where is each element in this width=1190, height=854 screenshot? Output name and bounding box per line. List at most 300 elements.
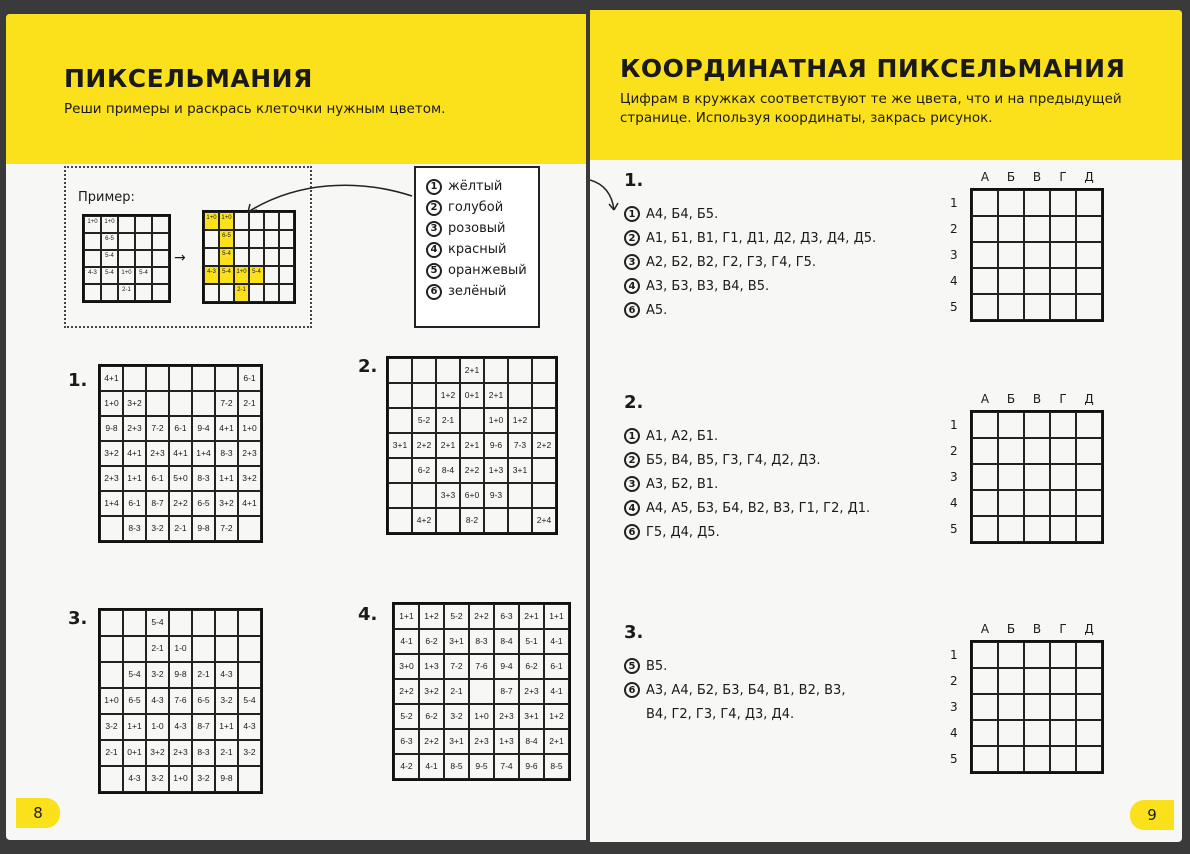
coord-list-text: А1, Б1, В1, Г1, Д1, Д2, Д3, Д4, Д5. — [646, 230, 877, 246]
grid-cell: 6-1 — [146, 466, 169, 491]
legend-item — [426, 260, 528, 281]
coord-item — [624, 654, 845, 678]
grid-cell — [192, 636, 215, 662]
row-labels — [950, 642, 958, 772]
grid-cell — [998, 668, 1024, 694]
grid-cell — [998, 268, 1024, 294]
grid-cell: 4-3 — [84, 267, 101, 284]
grid-cell — [238, 516, 261, 541]
grid-cell: 3+3 — [436, 483, 460, 508]
grid-cell: 8-4 — [436, 458, 460, 483]
coord-item — [624, 496, 870, 520]
grid-cell — [1076, 746, 1102, 772]
grid-cell — [972, 642, 998, 668]
grid-cell: 3-2 — [100, 714, 123, 740]
task-1-grid — [98, 364, 263, 543]
row-label: 3 — [950, 248, 958, 262]
grid-cell: 4-1 — [544, 679, 569, 704]
grid-cell — [1076, 668, 1102, 694]
grid-cell — [388, 358, 412, 383]
grid-cell — [135, 250, 152, 267]
coord-item — [624, 274, 876, 298]
grid-cell — [1076, 516, 1102, 542]
grid-cell — [238, 610, 261, 636]
grid-cell — [388, 383, 412, 408]
grid-cell: 2+2 — [460, 458, 484, 483]
grid-cell — [1076, 216, 1102, 242]
grid-cell — [972, 294, 998, 320]
grid-cell: 1+1 — [394, 604, 419, 629]
left-page — [6, 14, 586, 840]
grid-cell: 4+1 — [100, 366, 123, 391]
grid-cell — [169, 391, 192, 416]
coord-item — [624, 250, 876, 274]
grid-cell — [123, 366, 146, 391]
grid-cell — [215, 636, 238, 662]
grid-cell: 9-6 — [519, 754, 544, 779]
coord-item — [624, 472, 870, 496]
grid-cell — [234, 230, 249, 248]
grid-cell — [998, 642, 1024, 668]
grid-cell: 7-4 — [494, 754, 519, 779]
grid-cell: 4-1 — [544, 629, 569, 654]
grid-cell — [508, 358, 532, 383]
grid-cell — [1050, 294, 1076, 320]
grid-cell: 6-3 — [494, 604, 519, 629]
grid-cell: 6-5 — [219, 230, 234, 248]
grid-cell — [264, 266, 279, 284]
grid-cell: 4+2 — [412, 508, 436, 533]
grid-cell — [101, 284, 118, 301]
grid-cell: 4-3 — [204, 266, 219, 284]
grid-cell: 1+0 — [118, 267, 135, 284]
grid-cell: 5-2 — [394, 704, 419, 729]
example-label: Пример: — [78, 190, 135, 205]
grid-cell: 2+2 — [419, 729, 444, 754]
grid-cell — [388, 508, 412, 533]
grid-cell: 7-6 — [469, 654, 494, 679]
grid-cell: 2+3 — [494, 704, 519, 729]
grid-cell: 2+3 — [519, 679, 544, 704]
grid-cell — [972, 668, 998, 694]
row-label: 2 — [950, 444, 958, 458]
grid-cell: 1+0 — [100, 688, 123, 714]
grid-cell — [1076, 268, 1102, 294]
grid-cell: 5-4 — [146, 610, 169, 636]
right-page-title: КООРДИНАТНАЯ ПИКСЕЛЬМАНИЯ — [620, 54, 1126, 83]
coord-item — [624, 202, 876, 226]
grid-cell: 8-7 — [146, 491, 169, 516]
grid-cell — [508, 483, 532, 508]
legend-item — [426, 197, 528, 218]
grid-cell — [998, 746, 1024, 772]
number-circle-icon: 5 — [426, 263, 442, 279]
grid-cell: 2-1 — [436, 408, 460, 433]
grid-cell — [1050, 216, 1076, 242]
row-label: 1 — [950, 196, 958, 210]
grid-cell — [234, 248, 249, 266]
grid-cell — [238, 662, 261, 688]
grid-cell: 1+0 — [469, 704, 494, 729]
example-grid-before — [82, 214, 171, 303]
grid-cell — [1050, 694, 1076, 720]
grid-cell: 1+3 — [484, 458, 508, 483]
grid-cell: 5-4 — [101, 250, 118, 267]
grid-cell — [1024, 438, 1050, 464]
grid-cell: 9-6 — [484, 433, 508, 458]
grid-cell — [152, 284, 169, 301]
task-3-label: 3. — [68, 608, 88, 629]
grid-cell — [238, 636, 261, 662]
grid-cell: 3+1 — [519, 704, 544, 729]
grid-cell — [279, 230, 294, 248]
coord-item — [624, 298, 876, 322]
coord-list-text: А5. — [646, 302, 668, 318]
grid-cell — [1024, 464, 1050, 490]
grid-cell — [238, 766, 261, 792]
grid-cell — [1024, 668, 1050, 694]
example-arrow-icon: → — [174, 250, 186, 266]
grid-cell — [972, 242, 998, 268]
grid-cell — [249, 284, 264, 302]
grid-cell: 3+1 — [444, 629, 469, 654]
grid-cell: 3+2 — [419, 679, 444, 704]
grid-cell: 9-8 — [215, 766, 238, 792]
grid-cell — [169, 366, 192, 391]
grid-cell — [100, 766, 123, 792]
grid-cell: 4+1 — [238, 491, 261, 516]
grid-cell: 9-4 — [192, 416, 215, 441]
grid-cell — [998, 242, 1024, 268]
grid-cell — [436, 358, 460, 383]
grid-cell — [1050, 720, 1076, 746]
grid-cell: 1+4 — [100, 491, 123, 516]
grid-cell: 5-4 — [135, 267, 152, 284]
grid-cell: 7-3 — [508, 433, 532, 458]
number-circle-icon: 3 — [624, 254, 640, 270]
grid-cell: 4-1 — [394, 629, 419, 654]
grid-cell — [215, 610, 238, 636]
grid-cell — [972, 490, 998, 516]
grid-cell — [1076, 190, 1102, 216]
row-label: 5 — [950, 522, 958, 536]
column-label: В — [1032, 622, 1042, 636]
grid-cell: 8-3 — [215, 441, 238, 466]
legend-item — [426, 239, 528, 260]
number-circle-icon: 6 — [624, 682, 640, 698]
grid-cell — [1024, 268, 1050, 294]
grid-cell: 2+1 — [544, 729, 569, 754]
grid-cell: 3+1 — [508, 458, 532, 483]
grid-cell: 6-1 — [169, 416, 192, 441]
grid-cell: 2-1 — [444, 679, 469, 704]
continuation-arrow-icon — [590, 176, 620, 216]
grid-cell — [192, 391, 215, 416]
grid-cell — [532, 458, 556, 483]
coord-task-3-label: 3. — [624, 622, 644, 643]
number-circle-icon: 6 — [624, 302, 640, 318]
grid-cell: 2-1 — [146, 636, 169, 662]
grid-cell: 9-5 — [469, 754, 494, 779]
grid-cell — [1076, 694, 1102, 720]
row-label: 3 — [950, 700, 958, 714]
grid-cell: 6-5 — [192, 491, 215, 516]
legend-color-label: оранжевый — [448, 263, 527, 278]
coord-task-1-label: 1. — [624, 170, 644, 191]
grid-cell: 2+1 — [460, 433, 484, 458]
grid-cell: 7-6 — [169, 688, 192, 714]
grid-cell — [532, 358, 556, 383]
grid-cell: 5-1 — [519, 629, 544, 654]
grid-cell — [204, 248, 219, 266]
coord-task-2-label: 2. — [624, 392, 644, 413]
legend-color-label: зелёный — [448, 284, 507, 299]
grid-cell — [84, 233, 101, 250]
grid-cell — [1050, 464, 1076, 490]
right-header-band — [590, 10, 1182, 160]
grid-cell: 2+4 — [532, 508, 556, 533]
row-labels — [950, 412, 958, 542]
grid-cell — [264, 284, 279, 302]
grid-cell: 1+3 — [419, 654, 444, 679]
grid-cell: 1+0 — [238, 416, 261, 441]
grid-cell — [972, 412, 998, 438]
grid-cell: 1+1 — [215, 714, 238, 740]
grid-cell: 1-0 — [169, 636, 192, 662]
grid-cell: 2-1 — [118, 284, 135, 301]
grid-cell: 6-2 — [419, 629, 444, 654]
right-page-number: 9 — [1130, 800, 1174, 830]
task-1-label: 1. — [68, 370, 88, 391]
grid-cell — [1050, 412, 1076, 438]
task-3-grid — [98, 608, 263, 794]
grid-cell: 3+2 — [215, 491, 238, 516]
grid-cell — [484, 508, 508, 533]
grid-cell — [146, 366, 169, 391]
number-circle-icon: 6 — [624, 524, 640, 540]
grid-cell — [146, 391, 169, 416]
grid-cell — [1050, 642, 1076, 668]
grid-cell — [998, 694, 1024, 720]
grid-cell: 1+1 — [123, 714, 146, 740]
coord-task-1-list — [624, 202, 876, 322]
row-label: 2 — [950, 222, 958, 236]
grid-cell: 3-2 — [215, 688, 238, 714]
grid-cell — [388, 458, 412, 483]
left-page-title: ПИКСЕЛЬМАНИЯ — [64, 64, 313, 93]
grid-cell: 2+3 — [123, 416, 146, 441]
coordinate-grid-2 — [970, 410, 1104, 544]
number-circle-icon: 5 — [624, 658, 640, 674]
grid-cell — [998, 412, 1024, 438]
grid-cell: 3+2 — [100, 441, 123, 466]
grid-cell: 2-1 — [234, 284, 249, 302]
task-2-label: 2. — [358, 356, 378, 377]
legend-to-example-arrow-icon — [236, 182, 416, 222]
grid-cell: 8-7 — [192, 714, 215, 740]
column-label: Г — [1059, 392, 1067, 406]
grid-cell — [972, 216, 998, 242]
grid-cell — [972, 746, 998, 772]
grid-cell: 8-3 — [192, 466, 215, 491]
coord-item — [624, 448, 870, 472]
grid-cell — [972, 464, 998, 490]
column-label: А — [980, 170, 990, 184]
grid-cell — [100, 662, 123, 688]
grid-cell — [532, 483, 556, 508]
grid-cell — [1076, 642, 1102, 668]
grid-cell: 5-4 — [219, 266, 234, 284]
grid-cell: 8-3 — [123, 516, 146, 541]
grid-cell — [169, 610, 192, 636]
grid-cell — [1024, 642, 1050, 668]
right-page — [590, 10, 1182, 842]
row-label: 1 — [950, 418, 958, 432]
grid-cell — [998, 190, 1024, 216]
coord-task-3-list — [624, 654, 845, 726]
grid-cell — [532, 383, 556, 408]
grid-cell: 4+1 — [169, 441, 192, 466]
grid-cell: 5-4 — [219, 248, 234, 266]
column-label: Г — [1059, 622, 1067, 636]
legend-item — [426, 218, 528, 239]
grid-cell — [998, 516, 1024, 542]
grid-cell — [1024, 412, 1050, 438]
grid-cell — [1024, 216, 1050, 242]
grid-cell: 3-2 — [146, 766, 169, 792]
legend-color-label: жёлтый — [448, 179, 503, 194]
grid-cell: 8-4 — [494, 629, 519, 654]
grid-cell: 0+1 — [460, 383, 484, 408]
color-legend — [414, 166, 540, 328]
grid-cell: 1+0 — [204, 212, 219, 230]
grid-cell — [118, 233, 135, 250]
grid-cell: 5+0 — [169, 466, 192, 491]
task-2-grid — [386, 356, 558, 535]
grid-cell: 1+2 — [419, 604, 444, 629]
row-label: 5 — [950, 300, 958, 314]
row-labels — [950, 190, 958, 320]
coord-item — [624, 424, 870, 448]
number-circle-icon: 1 — [624, 206, 640, 222]
grid-cell: 3+1 — [388, 433, 412, 458]
grid-cell: 2+3 — [146, 441, 169, 466]
number-circle-icon: 4 — [426, 242, 442, 258]
grid-cell — [388, 483, 412, 508]
grid-cell — [412, 483, 436, 508]
task-4-grid — [392, 602, 571, 781]
coord-item — [624, 678, 845, 702]
grid-cell — [1076, 490, 1102, 516]
grid-cell — [204, 230, 219, 248]
grid-cell: 1+0 — [84, 216, 101, 233]
grid-cell — [972, 190, 998, 216]
grid-cell: 3+2 — [146, 740, 169, 766]
grid-cell: 4+1 — [215, 416, 238, 441]
grid-cell: 6-3 — [394, 729, 419, 754]
column-label: Б — [1006, 622, 1016, 636]
column-label: В — [1032, 392, 1042, 406]
grid-cell: 3+2 — [123, 391, 146, 416]
grid-cell — [972, 516, 998, 542]
column-label: Г — [1059, 170, 1067, 184]
grid-cell — [1024, 294, 1050, 320]
grid-cell — [135, 216, 152, 233]
legend-color-label: красный — [448, 242, 507, 257]
grid-cell: 2+1 — [484, 383, 508, 408]
grid-cell — [972, 268, 998, 294]
grid-cell: 6+0 — [460, 483, 484, 508]
grid-cell — [118, 250, 135, 267]
grid-cell — [1076, 464, 1102, 490]
grid-cell — [135, 233, 152, 250]
coordinate-grid-1 — [970, 188, 1104, 322]
grid-cell: 2+3 — [169, 740, 192, 766]
coord-item — [624, 702, 845, 726]
grid-cell: 7-2 — [215, 391, 238, 416]
grid-cell: 8-5 — [544, 754, 569, 779]
grid-cell — [998, 294, 1024, 320]
grid-cell: 4-3 — [215, 662, 238, 688]
grid-cell — [1076, 720, 1102, 746]
row-label: 5 — [950, 752, 958, 766]
grid-cell: 5-2 — [412, 408, 436, 433]
grid-cell: 4-3 — [123, 766, 146, 792]
grid-cell: 4-1 — [419, 754, 444, 779]
grid-cell — [1050, 516, 1076, 542]
column-label: А — [980, 622, 990, 636]
number-circle-icon: 1 — [426, 179, 442, 195]
grid-cell — [123, 610, 146, 636]
grid-cell: 5-4 — [249, 266, 264, 284]
grid-cell — [1050, 746, 1076, 772]
grid-cell: 8-2 — [460, 508, 484, 533]
coord-list-text: А1, А2, Б1. — [646, 428, 719, 444]
grid-cell: 7-2 — [215, 516, 238, 541]
grid-cell: 2-1 — [169, 516, 192, 541]
grid-cell: 6-5 — [123, 688, 146, 714]
grid-cell: 2-1 — [192, 662, 215, 688]
grid-cell: 5-4 — [238, 688, 261, 714]
grid-cell: 3-2 — [146, 662, 169, 688]
grid-cell: 5-2 — [444, 604, 469, 629]
grid-cell: 6-5 — [101, 233, 118, 250]
legend-color-label: розовый — [448, 221, 506, 236]
grid-cell: 2-1 — [100, 740, 123, 766]
column-label: В — [1032, 170, 1042, 184]
grid-cell — [279, 284, 294, 302]
grid-cell — [388, 408, 412, 433]
grid-cell: 8-3 — [469, 629, 494, 654]
grid-cell — [998, 490, 1024, 516]
grid-cell: 1+0 — [219, 212, 234, 230]
grid-cell: 2+1 — [519, 604, 544, 629]
column-label: Б — [1006, 170, 1016, 184]
grid-cell — [1076, 242, 1102, 268]
grid-cell: 6-5 — [192, 688, 215, 714]
grid-cell: 1+2 — [436, 383, 460, 408]
grid-cell — [998, 720, 1024, 746]
grid-cell — [412, 383, 436, 408]
grid-cell: 9-8 — [192, 516, 215, 541]
coordinate-grid-3 — [970, 640, 1104, 774]
grid-cell: 8-5 — [444, 754, 469, 779]
grid-cell — [84, 284, 101, 301]
grid-cell — [1076, 294, 1102, 320]
number-circle-icon: 3 — [426, 221, 442, 237]
grid-cell: 8-3 — [192, 740, 215, 766]
grid-cell — [1050, 438, 1076, 464]
